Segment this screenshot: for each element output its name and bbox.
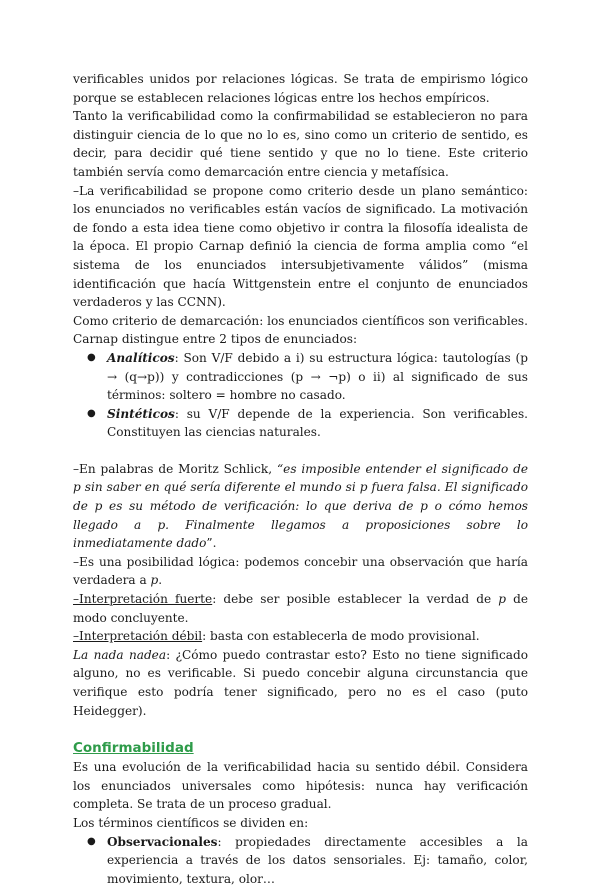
var-p: p xyxy=(498,592,506,607)
term-analiticos: Analíticos xyxy=(107,350,175,365)
paragraph-2: Tanto la verificabilidad como la confirmabilidad se establecieron no para distinguir ciencia de lo que no lo es, sino como un criterio de sentido, es decir, para decidir qué tiene sentido y que no lo tiene. Este criterio también servía como demarcación entre ciencia y metafísica. xyxy=(73,109,528,179)
nada-nadea-italic: La nada nadea xyxy=(73,647,167,662)
paragraph-interpretacion-fuerte xyxy=(73,590,528,627)
posibilidad-end: . xyxy=(158,573,163,588)
posibilidad-text: –Es una posibilidad lógica: podemos concebir una observación que haría verdadera a xyxy=(73,554,528,588)
paragraph-3: –La verificabilidad se propone como criterio desde un plano semántico: los enunciados no verificables están vacíos de significado. La motivación de fondo a esta idea tiene como objetivo ir contra la filosofía idealista de la época. El propio Carnap definió la ciencia de forma amplia como “el sistema de los enunciados intersubjetivamente válidos” (misma identificación que hacía Wittgenstein entre el conjunto de enunciados verdaderos y las CCNN). xyxy=(73,183,528,310)
interpretacion-fuerte-end: de modo concluyente. xyxy=(73,592,528,625)
interpretacion-debil-text: : basta con establecerla de modo provisional. xyxy=(202,629,480,644)
section-heading-confirmabilidad: Confirmabilidad xyxy=(73,740,194,757)
bullet-icon: ● xyxy=(87,351,96,363)
paragraph-schlick xyxy=(73,460,528,553)
spacer xyxy=(73,720,528,738)
enunciados-list xyxy=(73,349,528,442)
terminos-list xyxy=(73,833,528,888)
paragraph-1: verificables unidos por relaciones lógicas. Se trata de empirismo lógico porque se establecen relaciones lógicas entre los hechos empíricos. xyxy=(73,72,528,105)
bullet-icon: ● xyxy=(87,407,96,419)
text-analiticos: : Son V/F debido a i) su estructura lógica: tautologías (p → (q→p)) y contradicciones (p → ¬p) o ii) al significado de sus términos: soltero = hombre no casado. xyxy=(107,350,528,403)
nada-nadea-text: : ¿Cómo puedo contrastar esto? Esto no tiene significado alguno, no es verificable. Si puedo concebir alguna circunstancia que verifique esto podría tener significado, pero no es el caso (puto Heidegger). xyxy=(73,647,528,718)
term-sinteticos: Sintéticos xyxy=(107,406,175,421)
interpretacion-debil-label: –Interpretación débil xyxy=(73,629,203,644)
term-observacionales: Observacionales xyxy=(107,834,218,849)
text-sinteticos: : su V/F depende de la experiencia. Son verificables. Constituyen las ciencias naturales. xyxy=(107,406,528,440)
list-item-observacionales xyxy=(87,833,528,888)
paragraph-interpretacion-debil xyxy=(73,627,528,646)
paragraph-11: Los términos científicos se dividen en: xyxy=(73,815,309,830)
list-item-analiticos xyxy=(87,349,528,405)
spacer xyxy=(73,442,528,460)
paragraph-10: Es una evolución de la verificabilidad hacia su sentido débil. Considera los enunciados universales como hipótesis: nunca hay verificación completa. Se trata de un proceso gradual. xyxy=(73,760,528,812)
interpretacion-fuerte-label: –Interpretación fuerte xyxy=(73,592,213,607)
schlick-suffix: ”. xyxy=(206,536,217,551)
paragraph-nada-nadea xyxy=(73,646,528,720)
schlick-prefix: –En palabras de Moritz Schlick, xyxy=(73,461,277,476)
schlick-quote: “es imposible entender el significado de p sin saber en qué sería diferente el mundo si p fuera falsa. El significado de p es su método de verificación: lo que deriva de p o cómo hemos llegado a p. Finalmente llegamos a proposiciones sobre lo inmediatamente dado xyxy=(73,461,528,551)
interpretacion-fuerte-text: : debe ser posible establecer la verdad de xyxy=(212,592,499,607)
paragraph-posibilidad-logica xyxy=(73,553,528,590)
text-observacionales: : propiedades directamente accesibles a la experiencia a través de los datos sensoriales. Ej: tamaño, color, movimiento, textura, olor… xyxy=(107,834,528,886)
paragraph-4: Como criterio de demarcación: los enunciados científicos son verificables. Carnap distingue entre 2 tipos de enunciados: xyxy=(73,313,528,347)
var-p: p xyxy=(150,573,159,588)
bullet-icon: ● xyxy=(87,835,96,847)
list-item-sinteticos xyxy=(87,405,528,442)
